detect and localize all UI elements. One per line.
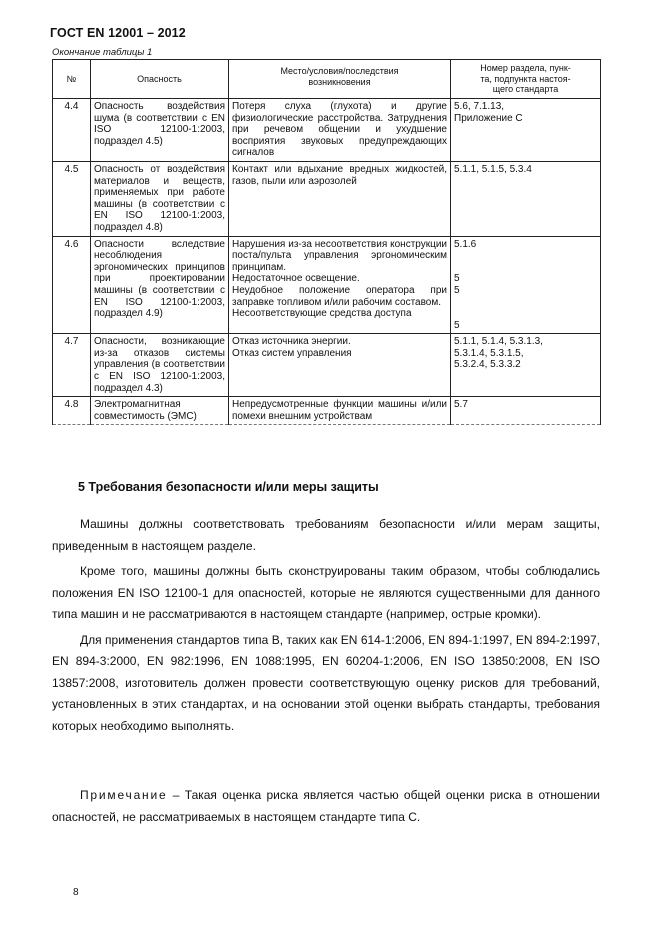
- hazards-table: [52, 59, 601, 425]
- header-section-line: та, подпункта настоя-: [480, 73, 571, 84]
- row-hazard: Электромагнитная совместимость (ЭМС): [91, 397, 229, 425]
- row-place: [229, 99, 451, 162]
- row-place: [229, 161, 451, 236]
- table-row: [53, 236, 601, 334]
- row-hazard: Опасности, возникающие из-за отказов системы управления (в соответствии с EN ISO 12100-1:2003, подраздел 4.3): [91, 334, 229, 397]
- table-row: [53, 397, 601, 425]
- row-hazard: Опасности вследствие несоблюдения эргономических принципов при проектировании машины (в соответствии с EN ISO 12100-1:2003, подраздел 4.9): [91, 236, 229, 334]
- row-section: [451, 236, 601, 334]
- row-place-line: Отказ источника энергии.: [232, 336, 351, 348]
- table-caption: Окончание таблицы 1: [52, 47, 153, 58]
- table-row: [53, 161, 601, 236]
- header-num: №: [53, 60, 91, 99]
- section-body: [52, 514, 600, 741]
- row-section-line: 5.1.1, 5.1.5, 5.3.4: [454, 163, 532, 175]
- row-hazard: Опасность воздействия шума (в соответствии с EN ISO 12100-1:2003, подраздел 4.5): [91, 99, 229, 162]
- header-hazard: Опасность: [91, 60, 229, 99]
- table-row: [53, 334, 601, 397]
- row-place-line: Потеря слуха (глухота) и другие физиологические расстройства. Затруднения при речевом общении и ухудшение восприятия звуковых предупреждающих сигналов: [232, 101, 447, 159]
- row-place-line: Нарушения из-за несоответствия конструкции поста/пульта управления эргономическим принципам.: [232, 238, 447, 273]
- header-place-line: Место/условия/последствия: [280, 66, 399, 76]
- row-place: [229, 334, 451, 397]
- row-number: 4.8: [53, 397, 91, 425]
- row-section-line: 5: [454, 273, 460, 285]
- row-place-line: Отказ систем управления: [232, 347, 352, 359]
- header-section-line: щего стандарта: [492, 84, 559, 95]
- paragraph: Для применения стандартов типа B, таких как EN 614-1:2006, EN 894-1:1997, EN 894-2:1997, EN 894-3:2000, EN 982:1996, EN 1088:1995, EN 60204-1:2006, EN ISO 13850:2008, EN ISO 13857:2008, изготовитель должен провести соответствующую оценку рисков для требований, установленных в этих стандартах, и на основании этой оценки выбрать стандарты, требования которых необходимо выполнять.: [52, 632, 600, 733]
- row-section-line: 5.1.6: [454, 238, 477, 250]
- row-place-line: Несоответствующие средства доступа: [232, 308, 412, 320]
- row-place: [229, 236, 451, 334]
- row-place-line: Недостаточное освещение.: [232, 273, 360, 285]
- row-section-line: [454, 250, 597, 262]
- row-section-line: Приложение C: [454, 112, 523, 124]
- document-header: ГОСТ EN 12001 – 2012: [50, 26, 186, 40]
- header-place-line: возникновения: [308, 76, 371, 87]
- row-number: 4.4: [53, 99, 91, 162]
- row-section-line: [454, 262, 597, 274]
- row-section-line: [454, 297, 597, 309]
- row-section-line: 5.3.2.4, 5.3.3.2: [454, 359, 521, 371]
- row-section: [451, 397, 601, 425]
- table-header-row: [53, 60, 601, 99]
- table-row: [53, 99, 601, 162]
- row-place-line: Контакт или вдыхание вредных жидкостей, газов, пыли или аэрозолей: [232, 163, 447, 187]
- paragraph: Кроме того, машины должны быть сконструированы таким образом, чтобы соблюдались положения EN ISO 12100-1 для опасностей, которые не являются существенными для данного типа машин и не рассматриваются в настоящем стандарте (например, острые кромки).: [52, 564, 600, 621]
- row-section: [451, 334, 601, 397]
- paragraph: Машины должны соответствовать требованиям безопасности и/или мерам защиты, приведенным в настоящем разделе.: [52, 517, 600, 553]
- note-label: Примечание: [80, 788, 168, 802]
- row-section-line: 5: [454, 284, 460, 296]
- note: [52, 785, 600, 828]
- note-text: – Такая оценка риска является частью общей оценки риска в отношении опасностей, не рассматриваемых в настоящем стандарте типа C.: [52, 788, 600, 824]
- header-section-line: Номер раздела, пунк-: [480, 63, 571, 74]
- row-hazard: Опасность от воздействия материалов и веществ, применяемых при работе машины (в соответствии с EN ISO 12100-1:2003, подраздел 4.8): [91, 161, 229, 236]
- header-place: [229, 60, 451, 99]
- row-section-line: 5: [454, 319, 460, 331]
- row-number: 4.5: [53, 161, 91, 236]
- header-section: [451, 60, 601, 99]
- row-place-line: Непредусмотренные функции машины и/или помехи внешним устройствам: [232, 399, 447, 422]
- row-place-line: Неудобное положение оператора при заправке топливом и/или рабочим составом.: [232, 284, 447, 308]
- row-number: 4.6: [53, 236, 91, 334]
- page-number: 8: [73, 887, 79, 898]
- row-section-line: 5.1.1, 5.1.4, 5.3.1.3,: [454, 336, 543, 348]
- row-place: [229, 397, 451, 425]
- row-section-line: [454, 308, 597, 320]
- section-heading: 5 Требования безопасности и/или меры защиты: [78, 480, 379, 494]
- row-section: [451, 161, 601, 236]
- row-section-line: 5.7: [454, 399, 468, 411]
- row-number: 4.7: [53, 334, 91, 397]
- row-section-line: 5.3.1.4, 5.3.1.5,: [454, 347, 524, 359]
- row-section-line: 5.6, 7.1.13,: [454, 101, 505, 112]
- row-section: [451, 99, 601, 162]
